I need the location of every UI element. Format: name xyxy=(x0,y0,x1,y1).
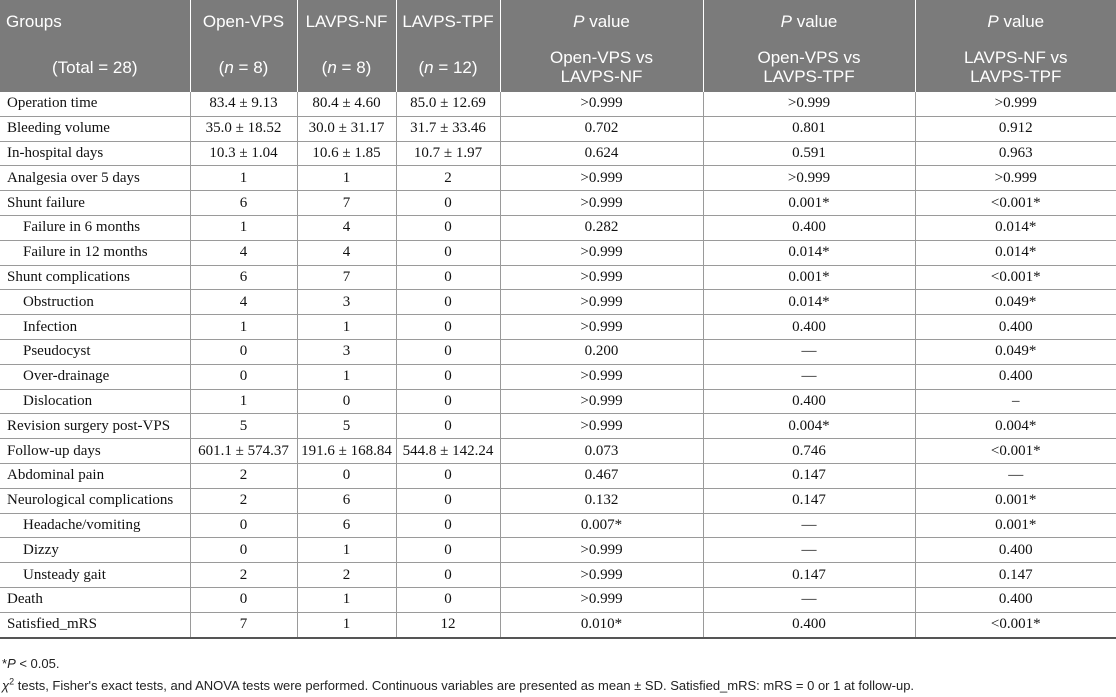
p-nf-vs-tpf-cell: 0.004* xyxy=(915,414,1116,439)
table-footnotes xyxy=(2,653,914,697)
lavps-tpf-cell: 0 xyxy=(396,265,500,290)
lavps-tpf-cell: 0 xyxy=(396,215,500,240)
p-open-vs-nf-cell: >0.999 xyxy=(500,389,703,414)
header-n-open-vps: (n = 8) xyxy=(190,42,297,92)
p-nf-vs-tpf-cell: <0.001* xyxy=(915,439,1116,464)
significance-text: < 0.05. xyxy=(15,656,60,671)
chi-exponent: 2 xyxy=(9,676,15,687)
open-vps-cell: 6 xyxy=(190,265,297,290)
p-nf-vs-tpf-cell: 0.912 xyxy=(915,116,1116,141)
table-row xyxy=(0,116,1116,141)
p-value-word: value xyxy=(589,11,630,31)
p-nf-vs-tpf-cell: 0.001* xyxy=(915,513,1116,538)
n-letter: n xyxy=(224,57,234,77)
lavps-tpf-cell: 2 xyxy=(396,166,500,191)
row-label: Over-drainage xyxy=(0,364,190,389)
p-open-vs-nf-cell: >0.999 xyxy=(500,290,703,315)
p-nf-vs-tpf-cell: 0.400 xyxy=(915,364,1116,389)
n-value: = 12) xyxy=(438,57,478,77)
open-vps-cell: 1 xyxy=(190,315,297,340)
lavps-nf-cell: 7 xyxy=(297,191,396,216)
table-row xyxy=(0,215,1116,240)
p-open-vs-tpf-cell: 0.801 xyxy=(703,116,915,141)
p-open-vs-tpf-cell: — xyxy=(703,587,915,612)
open-vps-cell: 2 xyxy=(190,488,297,513)
p-open-vs-tpf-cell: 0.400 xyxy=(703,315,915,340)
row-label: Infection xyxy=(0,315,190,340)
open-vps-cell: 1 xyxy=(190,166,297,191)
lavps-nf-cell: 0 xyxy=(297,463,396,488)
p-open-vs-tpf-cell: >0.999 xyxy=(703,92,915,116)
n-value: = 8) xyxy=(238,57,269,77)
row-label: Shunt failure xyxy=(0,191,190,216)
lavps-nf-cell: 1 xyxy=(297,166,396,191)
p-open-vs-tpf-cell: 0.746 xyxy=(703,439,915,464)
p-open-vs-nf-cell: >0.999 xyxy=(500,191,703,216)
table-row xyxy=(0,587,1116,612)
header-p-value-2 xyxy=(703,0,915,42)
comparison-line: LAVPS-TPF xyxy=(970,67,1062,86)
table-row xyxy=(0,240,1116,265)
comparison-line: LAVPS-TPF xyxy=(763,67,855,86)
header-total: (Total = 28) xyxy=(0,42,190,92)
open-vps-cell: 1 xyxy=(190,215,297,240)
table-header xyxy=(0,0,1116,92)
open-vps-cell: 2 xyxy=(190,563,297,588)
open-vps-cell: 6 xyxy=(190,191,297,216)
lavps-nf-cell: 4 xyxy=(297,215,396,240)
lavps-nf-cell: 5 xyxy=(297,414,396,439)
p-letter: P xyxy=(987,11,999,31)
row-label: Unsteady gait xyxy=(0,563,190,588)
table-row xyxy=(0,488,1116,513)
table-row xyxy=(0,315,1116,340)
p-nf-vs-tpf-cell: <0.001* xyxy=(915,191,1116,216)
p-open-vs-tpf-cell: >0.999 xyxy=(703,166,915,191)
table-row xyxy=(0,364,1116,389)
table-row xyxy=(0,141,1116,166)
comparison-line: Open-VPS vs xyxy=(550,48,653,67)
table-row xyxy=(0,389,1116,414)
table-row xyxy=(0,513,1116,538)
p-open-vs-tpf-cell: 0.591 xyxy=(703,141,915,166)
header-n-lavps-nf: (n = 8) xyxy=(297,42,396,92)
lavps-nf-cell: 6 xyxy=(297,513,396,538)
lavps-tpf-cell: 0 xyxy=(396,315,500,340)
p-nf-vs-tpf-cell: 0.147 xyxy=(915,563,1116,588)
lavps-nf-cell: 4 xyxy=(297,240,396,265)
n-value: = 8) xyxy=(341,57,372,77)
open-vps-cell: 0 xyxy=(190,364,297,389)
p-open-vs-nf-cell: 0.200 xyxy=(500,339,703,364)
p-open-vs-tpf-cell: 0.147 xyxy=(703,463,915,488)
lavps-nf-cell: 3 xyxy=(297,339,396,364)
p-open-vs-tpf-cell: — xyxy=(703,339,915,364)
p-open-vs-nf-cell: >0.999 xyxy=(500,563,703,588)
open-vps-cell: 35.0 ± 18.52 xyxy=(190,116,297,141)
p-nf-vs-tpf-cell: 0.014* xyxy=(915,215,1116,240)
row-label: Obstruction xyxy=(0,290,190,315)
header-row-subtitles xyxy=(0,42,1116,92)
p-open-vs-tpf-cell: 0.147 xyxy=(703,563,915,588)
open-vps-cell: 601.1 ± 574.37 xyxy=(190,439,297,464)
p-open-vs-nf-cell: 0.624 xyxy=(500,141,703,166)
n-letter: n xyxy=(327,57,337,77)
p-open-vs-tpf-cell: 0.014* xyxy=(703,240,915,265)
row-label: Neurological complications xyxy=(0,488,190,513)
p-open-vs-nf-cell: 0.282 xyxy=(500,215,703,240)
lavps-nf-cell: 10.6 ± 1.85 xyxy=(297,141,396,166)
p-open-vs-tpf-cell: — xyxy=(703,364,915,389)
p-open-vs-nf-cell: >0.999 xyxy=(500,240,703,265)
row-label: Follow-up days xyxy=(0,439,190,464)
lavps-tpf-cell: 0 xyxy=(396,191,500,216)
lavps-tpf-cell: 12 xyxy=(396,612,500,637)
row-label: Failure in 12 months xyxy=(0,240,190,265)
lavps-nf-cell: 7 xyxy=(297,265,396,290)
open-vps-cell: 0 xyxy=(190,339,297,364)
open-vps-cell: 0 xyxy=(190,513,297,538)
footnote-methods xyxy=(2,675,914,697)
p-nf-vs-tpf-cell: — xyxy=(915,463,1116,488)
chi-symbol: χ xyxy=(2,678,10,693)
lavps-tpf-cell: 0 xyxy=(396,364,500,389)
row-label: Satisfied_mRS xyxy=(0,612,190,637)
p-nf-vs-tpf-cell: 0.400 xyxy=(915,538,1116,563)
p-open-vs-tpf-cell: 0.400 xyxy=(703,612,915,637)
open-vps-cell: 7 xyxy=(190,612,297,637)
lavps-nf-cell: 2 xyxy=(297,563,396,588)
p-open-vs-nf-cell: 0.073 xyxy=(500,439,703,464)
n-letter: n xyxy=(424,57,434,77)
table-row xyxy=(0,414,1116,439)
p-open-vs-tpf-cell: 0.400 xyxy=(703,389,915,414)
table-row xyxy=(0,538,1116,563)
row-label: Shunt complications xyxy=(0,265,190,290)
p-value-word: value xyxy=(1003,11,1045,31)
open-vps-cell: 1 xyxy=(190,389,297,414)
lavps-tpf-cell: 31.7 ± 33.46 xyxy=(396,116,500,141)
table-row xyxy=(0,166,1116,191)
p-open-vs-nf-cell: 0.702 xyxy=(500,116,703,141)
header-comparison-1 xyxy=(500,42,703,92)
table-row xyxy=(0,612,1116,637)
p-open-vs-nf-cell: >0.999 xyxy=(500,265,703,290)
header-row-titles xyxy=(0,0,1116,42)
footnote-significance xyxy=(2,653,914,675)
lavps-nf-cell: 30.0 ± 31.17 xyxy=(297,116,396,141)
header-lavps-nf: LAVPS-NF xyxy=(297,0,396,42)
row-label: Bleeding volume xyxy=(0,116,190,141)
lavps-tpf-cell: 10.7 ± 1.97 xyxy=(396,141,500,166)
header-open-vps: Open-VPS xyxy=(190,0,297,42)
lavps-nf-cell: 1 xyxy=(297,587,396,612)
p-open-vs-tpf-cell: 0.014* xyxy=(703,290,915,315)
p-open-vs-nf-cell: >0.999 xyxy=(500,587,703,612)
p-nf-vs-tpf-cell: 0.014* xyxy=(915,240,1116,265)
lavps-nf-cell: 1 xyxy=(297,612,396,637)
p-open-vs-nf-cell: 0.007* xyxy=(500,513,703,538)
header-p-value-1 xyxy=(500,0,703,42)
p-open-vs-tpf-cell: 0.001* xyxy=(703,191,915,216)
open-vps-cell: 0 xyxy=(190,538,297,563)
open-vps-cell: 5 xyxy=(190,414,297,439)
lavps-tpf-cell: 0 xyxy=(396,339,500,364)
header-lavps-tpf: LAVPS-TPF xyxy=(396,0,500,42)
p-open-vs-nf-cell: 0.132 xyxy=(500,488,703,513)
p-nf-vs-tpf-cell: 0.049* xyxy=(915,290,1116,315)
row-label: Revision surgery post-VPS xyxy=(0,414,190,439)
row-label: Dislocation xyxy=(0,389,190,414)
open-vps-cell: 0 xyxy=(190,587,297,612)
row-label: Failure in 6 months xyxy=(0,215,190,240)
p-letter: P xyxy=(7,656,16,671)
lavps-tpf-cell: 85.0 ± 12.69 xyxy=(396,92,500,116)
header-comparison-3 xyxy=(915,42,1116,92)
p-value-word: value xyxy=(796,11,838,31)
lavps-tpf-cell: 0 xyxy=(396,240,500,265)
lavps-nf-cell: 6 xyxy=(297,488,396,513)
p-open-vs-tpf-cell: — xyxy=(703,513,915,538)
asterisk: * xyxy=(2,656,8,671)
lavps-nf-cell: 1 xyxy=(297,364,396,389)
lavps-nf-cell: 1 xyxy=(297,315,396,340)
p-letter: P xyxy=(780,11,792,31)
table-row xyxy=(0,439,1116,464)
p-nf-vs-tpf-cell: – xyxy=(915,389,1116,414)
row-label: Headache/vomiting xyxy=(0,513,190,538)
p-letter: P xyxy=(573,11,585,31)
row-label: Dizzy xyxy=(0,538,190,563)
lavps-tpf-cell: 0 xyxy=(396,414,500,439)
comparison-line: Open-VPS vs xyxy=(757,48,861,67)
lavps-nf-cell: 0 xyxy=(297,389,396,414)
lavps-nf-cell: 80.4 ± 4.60 xyxy=(297,92,396,116)
lavps-nf-cell: 3 xyxy=(297,290,396,315)
table-body xyxy=(0,92,1116,638)
comparison-line: LAVPS-NF xyxy=(560,67,643,86)
comparison-line: LAVPS-NF vs xyxy=(963,48,1068,67)
p-nf-vs-tpf-cell: 0.049* xyxy=(915,339,1116,364)
row-label: Abdominal pain xyxy=(0,463,190,488)
table-row xyxy=(0,92,1116,116)
table-row xyxy=(0,563,1116,588)
p-open-vs-nf-cell: 0.467 xyxy=(500,463,703,488)
lavps-nf-cell: 191.6 ± 168.84 xyxy=(297,439,396,464)
p-nf-vs-tpf-cell: 0.400 xyxy=(915,315,1116,340)
lavps-tpf-cell: 0 xyxy=(396,587,500,612)
p-open-vs-tpf-cell: 0.004* xyxy=(703,414,915,439)
p-nf-vs-tpf-cell: 0.001* xyxy=(915,488,1116,513)
table-row xyxy=(0,290,1116,315)
p-nf-vs-tpf-cell: 0.963 xyxy=(915,141,1116,166)
lavps-tpf-cell: 0 xyxy=(396,389,500,414)
open-vps-cell: 4 xyxy=(190,290,297,315)
lavps-nf-cell: 1 xyxy=(297,538,396,563)
table-row xyxy=(0,339,1116,364)
p-open-vs-nf-cell: >0.999 xyxy=(500,364,703,389)
header-comparison-2 xyxy=(703,42,915,92)
open-vps-cell: 83.4 ± 9.13 xyxy=(190,92,297,116)
p-open-vs-tpf-cell: 0.147 xyxy=(703,488,915,513)
header-groups: Groups xyxy=(0,0,190,42)
p-nf-vs-tpf-cell: <0.001* xyxy=(915,612,1116,637)
methods-text: tests, Fisher's exact tests, and ANOVA tests were performed. Continuous variables are presented as mean ± SD. Satisfied_mRS: mRS = 0 or 1 at follow-up. xyxy=(14,678,915,693)
p-open-vs-nf-cell: >0.999 xyxy=(500,166,703,191)
p-open-vs-tpf-cell: — xyxy=(703,538,915,563)
open-vps-cell: 4 xyxy=(190,240,297,265)
open-vps-cell: 2 xyxy=(190,463,297,488)
p-open-vs-tpf-cell: 0.400 xyxy=(703,215,915,240)
p-open-vs-tpf-cell: 0.001* xyxy=(703,265,915,290)
p-open-vs-nf-cell: >0.999 xyxy=(500,538,703,563)
p-nf-vs-tpf-cell: >0.999 xyxy=(915,166,1116,191)
p-open-vs-nf-cell: >0.999 xyxy=(500,315,703,340)
lavps-tpf-cell: 544.8 ± 142.24 xyxy=(396,439,500,464)
row-label: Death xyxy=(0,587,190,612)
p-nf-vs-tpf-cell: <0.001* xyxy=(915,265,1116,290)
lavps-tpf-cell: 0 xyxy=(396,563,500,588)
row-label: Operation time xyxy=(0,92,190,116)
lavps-tpf-cell: 0 xyxy=(396,513,500,538)
lavps-tpf-cell: 0 xyxy=(396,463,500,488)
row-label: Pseudocyst xyxy=(0,339,190,364)
p-nf-vs-tpf-cell: 0.400 xyxy=(915,587,1116,612)
row-label: In-hospital days xyxy=(0,141,190,166)
table-row xyxy=(0,265,1116,290)
lavps-tpf-cell: 0 xyxy=(396,290,500,315)
p-open-vs-nf-cell: >0.999 xyxy=(500,92,703,116)
lavps-tpf-cell: 0 xyxy=(396,538,500,563)
header-p-value-3 xyxy=(915,0,1116,42)
lavps-tpf-cell: 0 xyxy=(396,488,500,513)
header-n-lavps-tpf: (n = 12) xyxy=(396,42,500,92)
table-row xyxy=(0,191,1116,216)
open-vps-cell: 10.3 ± 1.04 xyxy=(190,141,297,166)
table-row xyxy=(0,463,1116,488)
p-open-vs-nf-cell: >0.999 xyxy=(500,414,703,439)
p-nf-vs-tpf-cell: >0.999 xyxy=(915,92,1116,116)
p-open-vs-nf-cell: 0.010* xyxy=(500,612,703,637)
row-label: Analgesia over 5 days xyxy=(0,166,190,191)
